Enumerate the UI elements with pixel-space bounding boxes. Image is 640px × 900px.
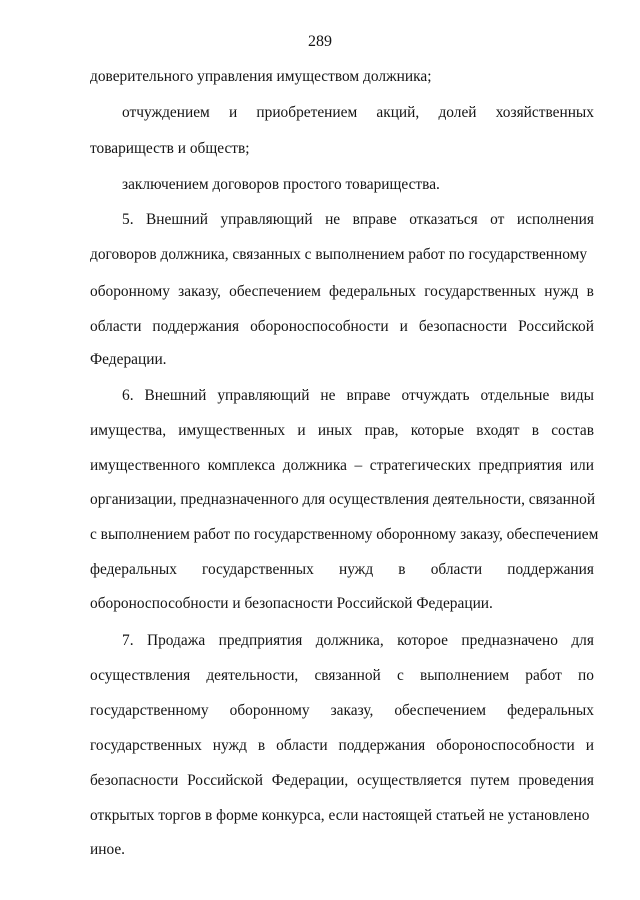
text-line-4: заключением договоров простого товарищества. bbox=[122, 176, 440, 193]
text-line-15 bbox=[90, 560, 594, 580]
text-word: вправе bbox=[352, 211, 397, 228]
text-word: работ bbox=[525, 667, 562, 684]
text-word: которые bbox=[410, 422, 464, 439]
text-line-5 bbox=[122, 210, 594, 230]
text-word: имущественных bbox=[178, 422, 286, 439]
text-word: Российской bbox=[518, 318, 594, 335]
text-word: приобретением bbox=[256, 104, 358, 121]
text-word: от bbox=[490, 211, 505, 228]
text-word: 6. bbox=[122, 387, 134, 404]
page-number: 289 bbox=[308, 33, 332, 50]
text-word: входят bbox=[476, 422, 520, 439]
text-line-9: Федерации. bbox=[90, 351, 167, 368]
text-word: Внешний bbox=[144, 387, 207, 404]
text-line-14: с выполнением работ по государственному оборонному заказу, обеспечением bbox=[90, 526, 599, 543]
text-word: нужд bbox=[338, 561, 374, 578]
text-word: 7. bbox=[122, 632, 134, 649]
text-line-13: организации, предназначенного для осуществления деятельности, связанной bbox=[90, 491, 596, 508]
text-word: в bbox=[531, 422, 539, 439]
text-word: федеральных bbox=[507, 702, 594, 719]
text-word: поддержания bbox=[152, 318, 240, 335]
text-word: управляющий bbox=[217, 387, 310, 404]
text-word: поддержания bbox=[338, 737, 426, 754]
text-word: заказу, bbox=[330, 702, 374, 719]
text-word: проведения bbox=[518, 772, 594, 789]
text-word: оборонному bbox=[90, 283, 170, 300]
text-word: с bbox=[396, 667, 404, 684]
text-word: не bbox=[320, 387, 336, 404]
text-word: осуществляется bbox=[357, 772, 462, 789]
text-word: нужд bbox=[544, 283, 579, 300]
text-line-6: договоров должника, связанных с выполнением работ по государственному bbox=[90, 246, 588, 263]
text-word: и bbox=[297, 422, 306, 439]
text-word: осуществления bbox=[90, 667, 191, 684]
text-word: путем bbox=[470, 772, 510, 789]
text-word: стратегических bbox=[369, 457, 471, 474]
text-word: государственному bbox=[90, 702, 209, 719]
text-line-2 bbox=[122, 103, 594, 123]
text-word: имущества, bbox=[90, 422, 167, 439]
text-word: Продажа bbox=[146, 632, 206, 649]
text-line-19 bbox=[90, 701, 594, 721]
text-word: отказаться bbox=[409, 211, 478, 228]
text-word: Российской bbox=[187, 772, 263, 789]
text-word: обороноспособности bbox=[436, 737, 575, 754]
text-line-20 bbox=[90, 736, 594, 756]
text-word: для bbox=[571, 632, 594, 649]
text-word: долей bbox=[438, 104, 477, 121]
text-word: – bbox=[354, 457, 363, 474]
text-word: оборонному bbox=[229, 702, 310, 719]
text-word: государственных bbox=[90, 737, 202, 754]
text-word: Федерации, bbox=[271, 772, 349, 789]
text-word: заказу, bbox=[178, 283, 221, 300]
text-word: выполнением bbox=[419, 667, 510, 684]
text-line-17 bbox=[122, 631, 594, 651]
text-word: вправе bbox=[346, 387, 391, 404]
text-line-8 bbox=[90, 317, 594, 337]
text-word: безопасности bbox=[418, 318, 508, 335]
text-word: отчуждать bbox=[401, 387, 470, 404]
text-word: федеральных bbox=[329, 283, 416, 300]
text-word: области bbox=[90, 318, 142, 335]
text-word: обеспечением bbox=[394, 702, 487, 719]
text-word: управляющий bbox=[220, 211, 313, 228]
text-word: предприятия bbox=[478, 457, 563, 474]
text-line-23: иное. bbox=[90, 841, 126, 858]
text-word: предприятия bbox=[218, 632, 303, 649]
text-line-7 bbox=[90, 282, 594, 302]
text-word: государственных bbox=[202, 561, 314, 578]
text-word: состав bbox=[551, 422, 594, 439]
text-word: связанной bbox=[314, 667, 381, 684]
text-word: Внешний bbox=[146, 211, 208, 228]
text-line-22: открытых торгов в форме конкурса, если настоящей статьей не установлено bbox=[90, 807, 590, 824]
text-word: комплекса bbox=[207, 457, 276, 474]
text-word: 5. bbox=[122, 211, 134, 228]
text-word: и bbox=[585, 737, 594, 754]
text-line-18 bbox=[90, 666, 594, 686]
text-line-3: товариществ и обществ; bbox=[90, 140, 250, 157]
text-line-1: доверительного управления имуществом должника; bbox=[90, 68, 432, 85]
text-line-10 bbox=[122, 386, 594, 406]
text-word: государственных bbox=[424, 283, 536, 300]
text-line-21 bbox=[90, 771, 594, 791]
text-word: поддержания bbox=[507, 561, 594, 578]
text-word: имущественного bbox=[90, 457, 201, 474]
text-word: которое bbox=[397, 632, 448, 649]
text-word: или bbox=[569, 457, 594, 474]
text-word: иных bbox=[317, 422, 353, 439]
text-word: и bbox=[399, 318, 408, 335]
text-line-16: обороноспособности и безопасности Российской Федерации. bbox=[90, 595, 493, 612]
text-word: в bbox=[257, 737, 266, 754]
text-word: виды bbox=[560, 387, 594, 404]
text-word: обороноспособности bbox=[250, 318, 389, 335]
text-word: в bbox=[586, 283, 594, 300]
text-line-11 bbox=[90, 421, 594, 441]
text-word: области bbox=[430, 561, 483, 578]
text-word: нужд bbox=[212, 737, 247, 754]
text-word: хозяйственных bbox=[495, 104, 594, 121]
text-word: отчуждением bbox=[122, 104, 210, 121]
text-word: области bbox=[276, 737, 328, 754]
text-word: безопасности bbox=[90, 772, 179, 789]
text-word: должника bbox=[282, 457, 347, 474]
text-word: деятельности, bbox=[206, 667, 299, 684]
text-word: акций, bbox=[376, 104, 420, 121]
text-word: и bbox=[228, 104, 238, 121]
text-word: обеспечением bbox=[229, 283, 321, 300]
text-word: не bbox=[325, 211, 341, 228]
text-line-12 bbox=[90, 456, 594, 476]
text-word: прав, bbox=[364, 422, 399, 439]
text-word: предназначено bbox=[461, 632, 558, 649]
text-word: исполнения bbox=[516, 211, 594, 228]
text-word: федеральных bbox=[90, 561, 177, 578]
text-word: в bbox=[398, 561, 406, 578]
text-word: должника, bbox=[315, 632, 384, 649]
text-word: по bbox=[578, 667, 594, 684]
text-word: отдельные bbox=[480, 387, 550, 404]
